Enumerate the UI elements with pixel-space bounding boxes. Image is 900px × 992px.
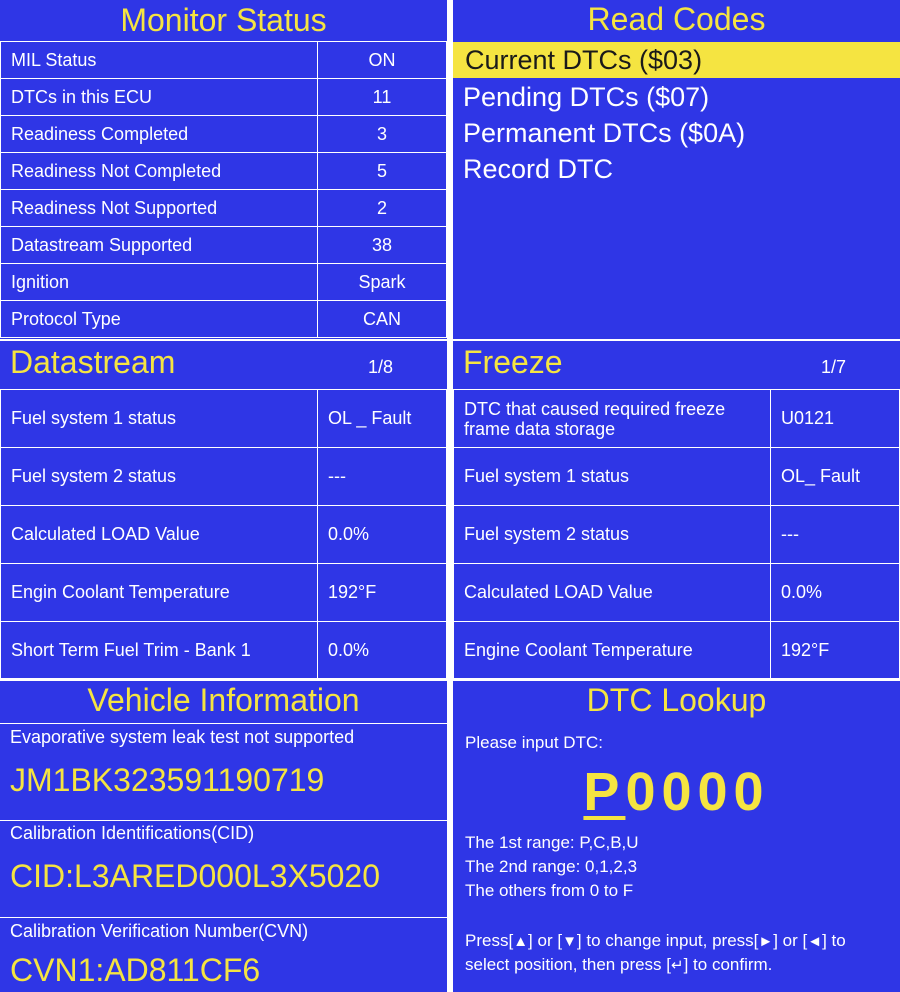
row-label: Fuel system 2 status — [454, 506, 771, 564]
vehicle-info-value: JM1BK323591190719 — [10, 762, 325, 798]
row-label: Short Term Fuel Trim - Bank 1 — [1, 622, 318, 679]
dtc-code-digits[interactable]: 0000 — [625, 762, 770, 822]
vehicle-info-block — [0, 820, 447, 918]
datastream-table — [0, 389, 447, 678]
table-row[interactable] — [1, 448, 447, 506]
row-value: --- — [771, 506, 900, 564]
vehicle-info-value: CID:L3ARED000L3X5020 — [10, 858, 381, 894]
table-row[interactable] — [1, 622, 447, 679]
row-value: OL_ Fault — [771, 448, 900, 506]
freeze-table — [453, 389, 900, 678]
row-value: U0121 — [771, 390, 900, 448]
help-segment: ] or [ — [773, 931, 808, 950]
vehicle-info-label: Calibration Identifications(CID) — [10, 823, 255, 843]
vehicle-info-panel — [0, 681, 447, 992]
menu-item-current-dtcs[interactable]: Current DTCs ($03) — [453, 42, 900, 78]
left-arrow-icon: ◄ — [807, 933, 823, 950]
row-label: MIL Status — [1, 42, 318, 79]
datastream-page-indicator: 1/8 — [368, 357, 394, 377]
vehicle-info-block — [0, 918, 447, 992]
help-segment: ] to change input, press[ — [576, 931, 759, 950]
dtc-code-input[interactable] — [453, 761, 900, 823]
row-value: --- — [318, 448, 447, 506]
datastream-panel — [0, 341, 447, 678]
freeze-title: Freeze — [463, 344, 563, 380]
vehicle-info-title: Vehicle Information — [87, 682, 360, 718]
table-row[interactable] — [1, 79, 447, 116]
vehicle-info-label: Calibration Verification Number(CVN) — [10, 921, 309, 941]
monitor-status-title: Monitor Status — [120, 2, 327, 38]
dtc-help-text — [465, 929, 892, 977]
table-row[interactable] — [1, 264, 447, 301]
table-row[interactable] — [454, 506, 900, 564]
enter-icon: ↵ — [671, 957, 684, 974]
menu-item-pending-dtcs[interactable]: Pending DTCs ($07) — [463, 82, 710, 112]
row-value: 2 — [318, 190, 447, 227]
row-value: 0.0% — [771, 564, 900, 622]
read-codes-title: Read Codes — [587, 1, 766, 37]
row-label: Engine Coolant Temperature — [454, 622, 771, 679]
table-row[interactable] — [1, 390, 447, 448]
table-row[interactable] — [1, 227, 447, 264]
help-segment: Press[ — [465, 931, 514, 950]
dtc-lookup-title: DTC Lookup — [586, 682, 767, 718]
row-value: 3 — [318, 116, 447, 153]
table-row[interactable] — [1, 153, 447, 190]
monitor-status-panel — [0, 0, 447, 339]
row-label: Engin Coolant Temperature — [1, 564, 318, 622]
help-segment: ] to select position, then press [ — [465, 931, 846, 974]
row-label: Datastream Supported — [1, 227, 318, 264]
table-row[interactable] — [1, 116, 447, 153]
down-arrow-icon: ▼ — [562, 933, 577, 950]
table-row[interactable] — [1, 564, 447, 622]
up-arrow-icon: ▲ — [513, 933, 529, 950]
monitor-status-table — [0, 41, 447, 338]
dtc-code-first-char[interactable]: P — [583, 762, 626, 822]
table-row[interactable] — [1, 190, 447, 227]
dtc-range-3: The others from 0 to F — [465, 881, 634, 900]
vehicle-info-block — [0, 723, 447, 821]
dtc-prompt: Please input DTC: — [465, 733, 603, 752]
right-arrow-icon: ► — [758, 933, 774, 950]
row-value: 192°F — [318, 564, 447, 622]
table-row[interactable] — [454, 564, 900, 622]
table-row[interactable] — [1, 301, 447, 338]
row-value: Spark — [318, 264, 447, 301]
row-value: 11 — [318, 79, 447, 116]
table-row[interactable] — [1, 42, 447, 79]
row-value: 0.0% — [318, 506, 447, 564]
dtc-range-1: The 1st range: P,C,B,U — [465, 833, 639, 852]
row-value: CAN — [318, 301, 447, 338]
row-label: Readiness Completed — [1, 116, 318, 153]
dtc-range-2: The 2nd range: 0,1,2,3 — [465, 857, 638, 876]
row-label: Fuel system 2 status — [1, 448, 318, 506]
row-label: DTC that caused required freeze frame data storage — [454, 390, 771, 448]
row-value: OL _ Fault — [318, 390, 447, 448]
help-segment: ] or [ — [528, 931, 563, 950]
table-row[interactable] — [454, 390, 900, 448]
dtc-lookup-panel — [453, 681, 900, 992]
vehicle-info-value: CVN1:AD811CF6 — [10, 952, 261, 988]
menu-item-record-dtc[interactable]: Record DTC — [463, 154, 614, 184]
row-label: Calculated LOAD Value — [454, 564, 771, 622]
table-row[interactable] — [1, 506, 447, 564]
datastream-title: Datastream — [10, 344, 176, 380]
vehicle-info-label: Evaporative system leak test not supported — [10, 727, 355, 747]
menu-item-permanent-dtcs[interactable]: Permanent DTCs ($0A) — [463, 118, 746, 148]
row-label: Protocol Type — [1, 301, 318, 338]
row-value: 192°F — [771, 622, 900, 679]
row-label: Fuel system 1 status — [454, 448, 771, 506]
freeze-panel — [453, 341, 900, 678]
row-label: Fuel system 1 status — [1, 390, 318, 448]
row-value: 5 — [318, 153, 447, 190]
row-label: Calculated LOAD Value — [1, 506, 318, 564]
help-segment: ] to confirm. — [683, 955, 773, 974]
row-label: Readiness Not Supported — [1, 190, 318, 227]
freeze-page-indicator: 1/7 — [821, 357, 847, 377]
row-value: ON — [318, 42, 447, 79]
row-label: DTCs in this ECU — [1, 79, 318, 116]
row-value: 0.0% — [318, 622, 447, 679]
table-row[interactable] — [454, 622, 900, 679]
row-value: 38 — [318, 227, 447, 264]
table-row[interactable] — [454, 448, 900, 506]
row-label: Ignition — [1, 264, 318, 301]
row-label: Readiness Not Completed — [1, 153, 318, 190]
read-codes-panel — [453, 0, 900, 339]
